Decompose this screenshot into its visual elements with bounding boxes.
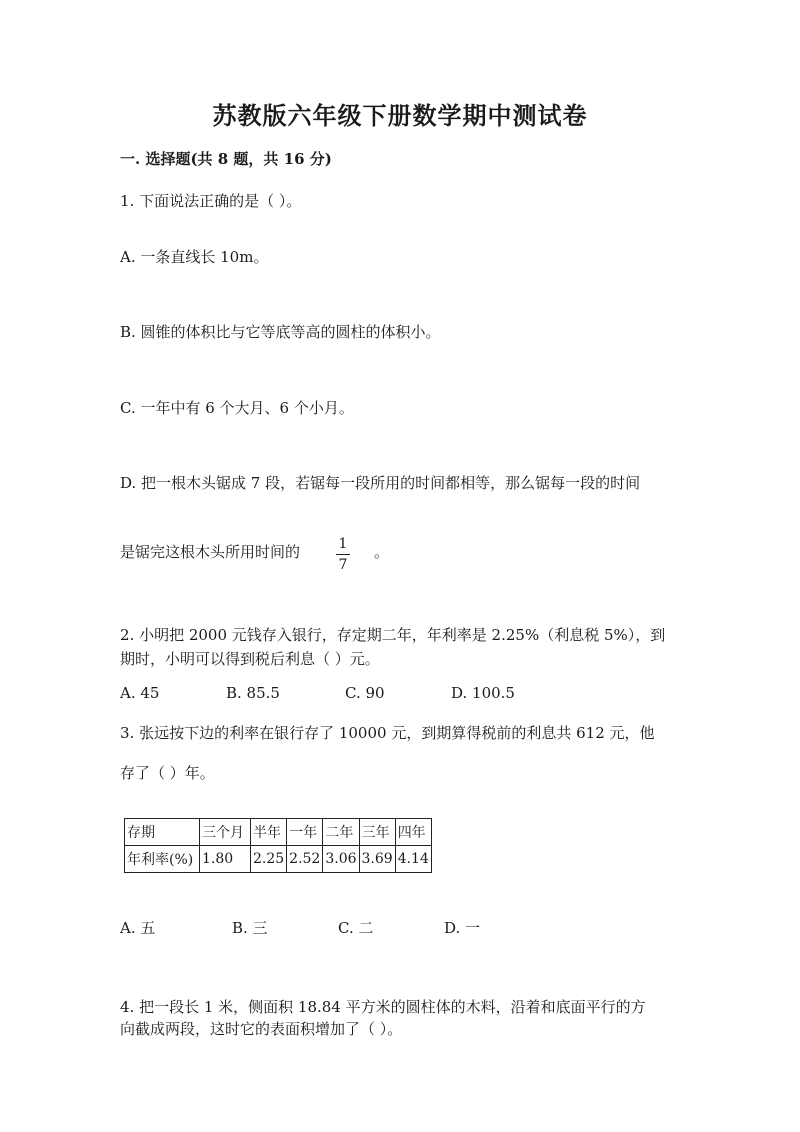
- table-cell: 4.14: [395, 846, 431, 873]
- table-cell: 三年: [359, 819, 395, 846]
- q3-option-c: C. 二: [338, 919, 374, 937]
- q4-stem-line1: 4. 把一段长 1 米，侧面积 18.84 平方米的圆柱体的木料，沿着和底面平行的方: [120, 998, 646, 1016]
- q2-option-b: B. 85.5: [226, 684, 280, 702]
- q1-option-d-end: 。: [374, 543, 390, 561]
- q2-stem-line1: 2. 小明把 2000 元钱存入银行，存定期二年，年利率是 2.25%（利息税 5%），到: [120, 626, 666, 644]
- q4-stem-line2: 向截成两段，这时它的表面积增加了（ ）。: [120, 1020, 403, 1038]
- fraction-bar: [336, 554, 350, 555]
- table-cell: 三个月: [200, 819, 251, 846]
- table-cell: 3.69: [359, 846, 395, 873]
- q2-option-d: D. 100.5: [451, 684, 515, 702]
- table-cell: 半年: [251, 819, 287, 846]
- table-cell: 一年: [287, 819, 323, 846]
- q3-option-b: B. 三: [232, 919, 268, 937]
- q2-option-a: A. 45: [120, 684, 160, 702]
- q1-stem: 1. 下面说法正确的是（ ）。: [120, 192, 302, 210]
- q2-option-c: C. 90: [345, 684, 385, 702]
- interest-rate-table: [124, 818, 432, 873]
- q1-option-d-line2: 是锯完这根木头所用时间的: [120, 543, 301, 561]
- page-title: 苏教版六年级下册数学期中测试卷: [212, 101, 588, 130]
- q1-option-c: C. 一年中有 6 个大月、6 个小月。: [120, 399, 354, 417]
- table-cell: 年利率(%): [125, 846, 200, 873]
- q1-option-b: B. 圆锥的体积比与它等底等高的圆柱的体积小。: [120, 323, 441, 341]
- fraction-one-seventh: [336, 536, 350, 573]
- table-cell: 1.80: [200, 846, 251, 873]
- table-row: [125, 846, 432, 873]
- q1-option-a: A. 一条直线长 10m。: [120, 248, 269, 266]
- fraction-numerator: 1: [338, 536, 348, 552]
- table-cell: 四年: [395, 819, 431, 846]
- table-cell: 3.06: [323, 846, 359, 873]
- q3-stem-line1: 3. 张远按下边的利率在银行存了 10000 元，到期算得税前的利息共 612 元，他: [120, 724, 655, 742]
- table-cell: 2.52: [287, 846, 323, 873]
- q1-option-d-line1: D. 把一根木头锯成 7 段，若锯每一段所用的时间都相等，那么锯每一段的时间: [120, 474, 641, 492]
- q2-stem-line2: 期时，小明可以得到税后利息（ ）元。: [120, 650, 380, 668]
- table-header-row: [125, 819, 432, 846]
- q3-stem-line2: 存了（ ）年。: [120, 764, 215, 782]
- q3-option-a: A. 五: [120, 919, 156, 937]
- section-heading: 一. 选择题(共 8 题，共 16 分): [120, 150, 332, 168]
- table-cell: 二年: [323, 819, 359, 846]
- table-cell: 存期: [125, 819, 200, 846]
- fraction-denominator: 7: [338, 557, 348, 573]
- q3-option-d: D. 一: [444, 919, 481, 937]
- table-cell: 2.25: [251, 846, 287, 873]
